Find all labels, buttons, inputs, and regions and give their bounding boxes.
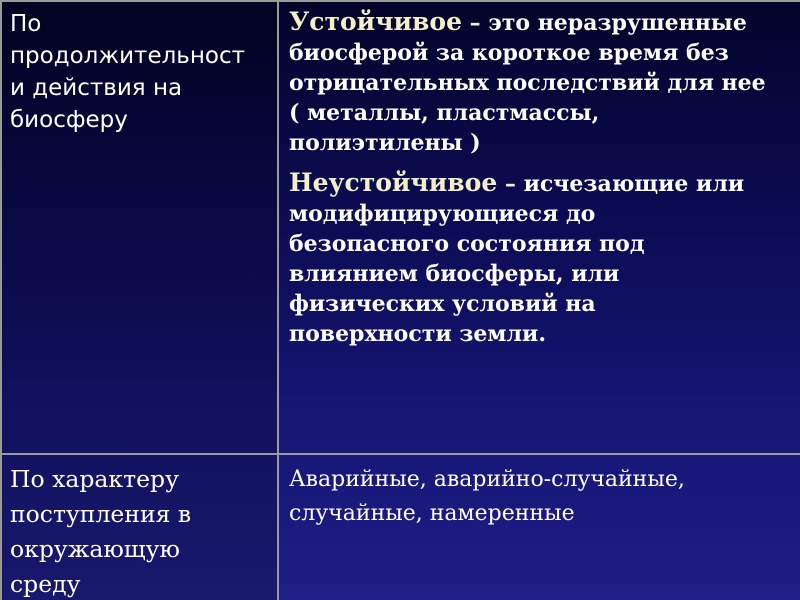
- row-header-cell: [1, 1, 278, 454]
- definition-unstable: [279, 158, 800, 349]
- term-unstable: Неустойчивое: [289, 168, 498, 197]
- row-header-cell: [1, 454, 278, 600]
- definition-unstable-text: исчезающие или модифицирующиеся до безопасного состояния под влиянием биосферы, или физических условий на поверхности земли.: [289, 171, 745, 347]
- entry-types-text: Аварийные, аварийно-случайные, случайные, намеренные: [289, 467, 685, 526]
- table-row: [1, 454, 800, 600]
- definition-stable: [279, 2, 800, 158]
- row-header-duration: По продолжительност и действия на биосферу: [10, 11, 246, 133]
- row-header-entry-type: По характеру поступления в окружающую среду: [10, 465, 192, 598]
- definition-stable-text: это неразрушенные биосферой за короткое время без отрицательных последствий для нее ( металлы, пластмассы, полиэтилены ): [289, 10, 766, 156]
- term-stable: Устойчивое: [289, 7, 463, 36]
- term-dash: –: [462, 10, 481, 36]
- row-content-cell: [278, 1, 800, 454]
- table-row: [1, 1, 800, 454]
- term-dash: –: [497, 171, 516, 197]
- row-content-cell: [278, 454, 800, 600]
